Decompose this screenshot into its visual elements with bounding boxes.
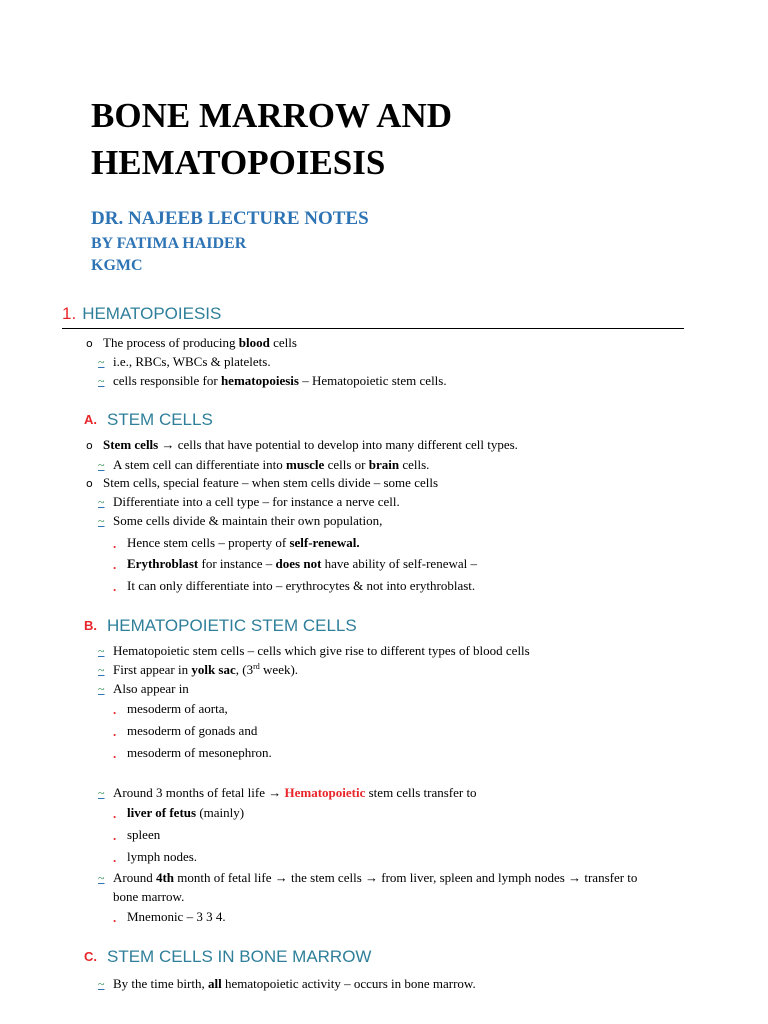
square-bullet-icon: . [113,828,117,843]
tilde-bullet-icon: ~ [98,644,105,658]
square-bullet-icon: . [113,746,117,761]
text-line: First appear in yolk sac, (3rd week). [113,662,299,677]
section-title: STEM CELLS IN BONE MARROW [107,947,372,966]
section-letter: A. [84,412,97,427]
square-bullet-icon: . [113,910,117,925]
tilde-bullet-icon: ~ [98,786,105,800]
text-line: Erythroblast for instance – does not have ability of self-renewal – [127,556,477,571]
institution-line: KGMC [91,257,143,274]
section-heading-stem-cells-in-bone-marrow [84,947,371,967]
square-bullet-icon: . [113,579,117,594]
tilde-bullet-icon: ~ [98,374,105,388]
section-heading-hematopoiesis [62,304,221,324]
text-line: Hematopoietic stem cells – cells which give rise to different types of blood cells [113,643,530,658]
text-line: Also appear in [113,681,189,696]
tilde-bullet-icon: ~ [98,977,105,991]
text-line: Mnemonic – 3 3 4. [127,909,226,924]
text-line: i.e., RBCs, WBCs & platelets. [113,354,271,369]
section-letter: C. [84,949,97,964]
tilde-bullet-icon: ~ [98,458,105,472]
tilde-bullet-icon: ~ [98,495,105,509]
tilde-bullet-icon: ~ [98,663,105,677]
circle-bullet-icon: o [86,439,93,452]
circle-bullet-icon: o [86,477,93,490]
square-bullet-icon: . [113,536,117,551]
square-bullet-icon: . [113,850,117,865]
author-line: BY FATIMA HAIDER [91,235,247,252]
text-line: It can only differentiate into – erythrocytes & not into erythroblast. [127,578,476,593]
text-line: A stem cell can differentiate into muscle cells or brain cells. [113,457,430,472]
text-line: The process of producing blood cells [103,335,297,350]
square-bullet-icon: . [113,806,117,821]
square-bullet-icon: . [113,702,117,717]
tilde-bullet-icon: ~ [98,355,105,369]
circle-bullet-icon: o [86,337,93,350]
document-title [91,92,711,186]
text-line: Differentiate into a cell type – for instance a nerve cell. [113,494,400,509]
section-title: STEM CELLS [107,410,213,429]
lecture-subtitle: DR. NAJEEB LECTURE NOTES [91,208,369,229]
section-title: HEMATOPOIESIS [82,304,222,323]
title-line-2: HEMATOPOIESIS [91,143,386,182]
text-line: mesoderm of gonads and [127,723,258,738]
text-line: mesoderm of mesonephron. [127,745,272,760]
square-bullet-icon: . [113,557,117,572]
text-line: By the time birth, all hematopoietic activity – occurs in bone marrow. [113,976,476,991]
section-number: 1. [62,304,77,323]
text-line: cells responsible for hematopoiesis – Hematopoietic stem cells. [113,373,447,388]
text-line: Around 3 months of fetal life → Hematopoietic stem cells transfer to [113,785,477,800]
text-line: spleen [127,827,161,842]
title-line-1: BONE MARROW AND [91,96,453,135]
text-line: liver of fetus (mainly) [127,805,245,820]
square-bullet-icon: . [113,724,117,739]
text-line: bone marrow. [113,889,185,904]
text-line: Hence stem cells – property of self-renewal. [127,535,360,550]
section-heading-stem-cells [84,410,213,430]
text-line: Some cells divide & maintain their own population, [113,513,383,528]
tilde-bullet-icon: ~ [98,871,105,885]
heading-rule [62,328,684,329]
section-title: HEMATOPOIETIC STEM CELLS [107,616,357,635]
text-line: Stem cells → cells that have potential to develop into many different cell types. [103,437,518,452]
text-line: Stem cells, special feature – when stem cells divide – some cells [103,475,439,490]
text-line: mesoderm of aorta, [127,701,228,716]
section-heading-hematopoietic-stem-cells [84,616,357,636]
text-line: Around 4th month of fetal life → the stem cells → from liver, spleen and lymph nodes → transfer to [113,870,638,885]
text-line: lymph nodes. [127,849,198,864]
tilde-bullet-icon: ~ [98,514,105,528]
tilde-bullet-icon: ~ [98,682,105,696]
section-letter: B. [84,618,97,633]
